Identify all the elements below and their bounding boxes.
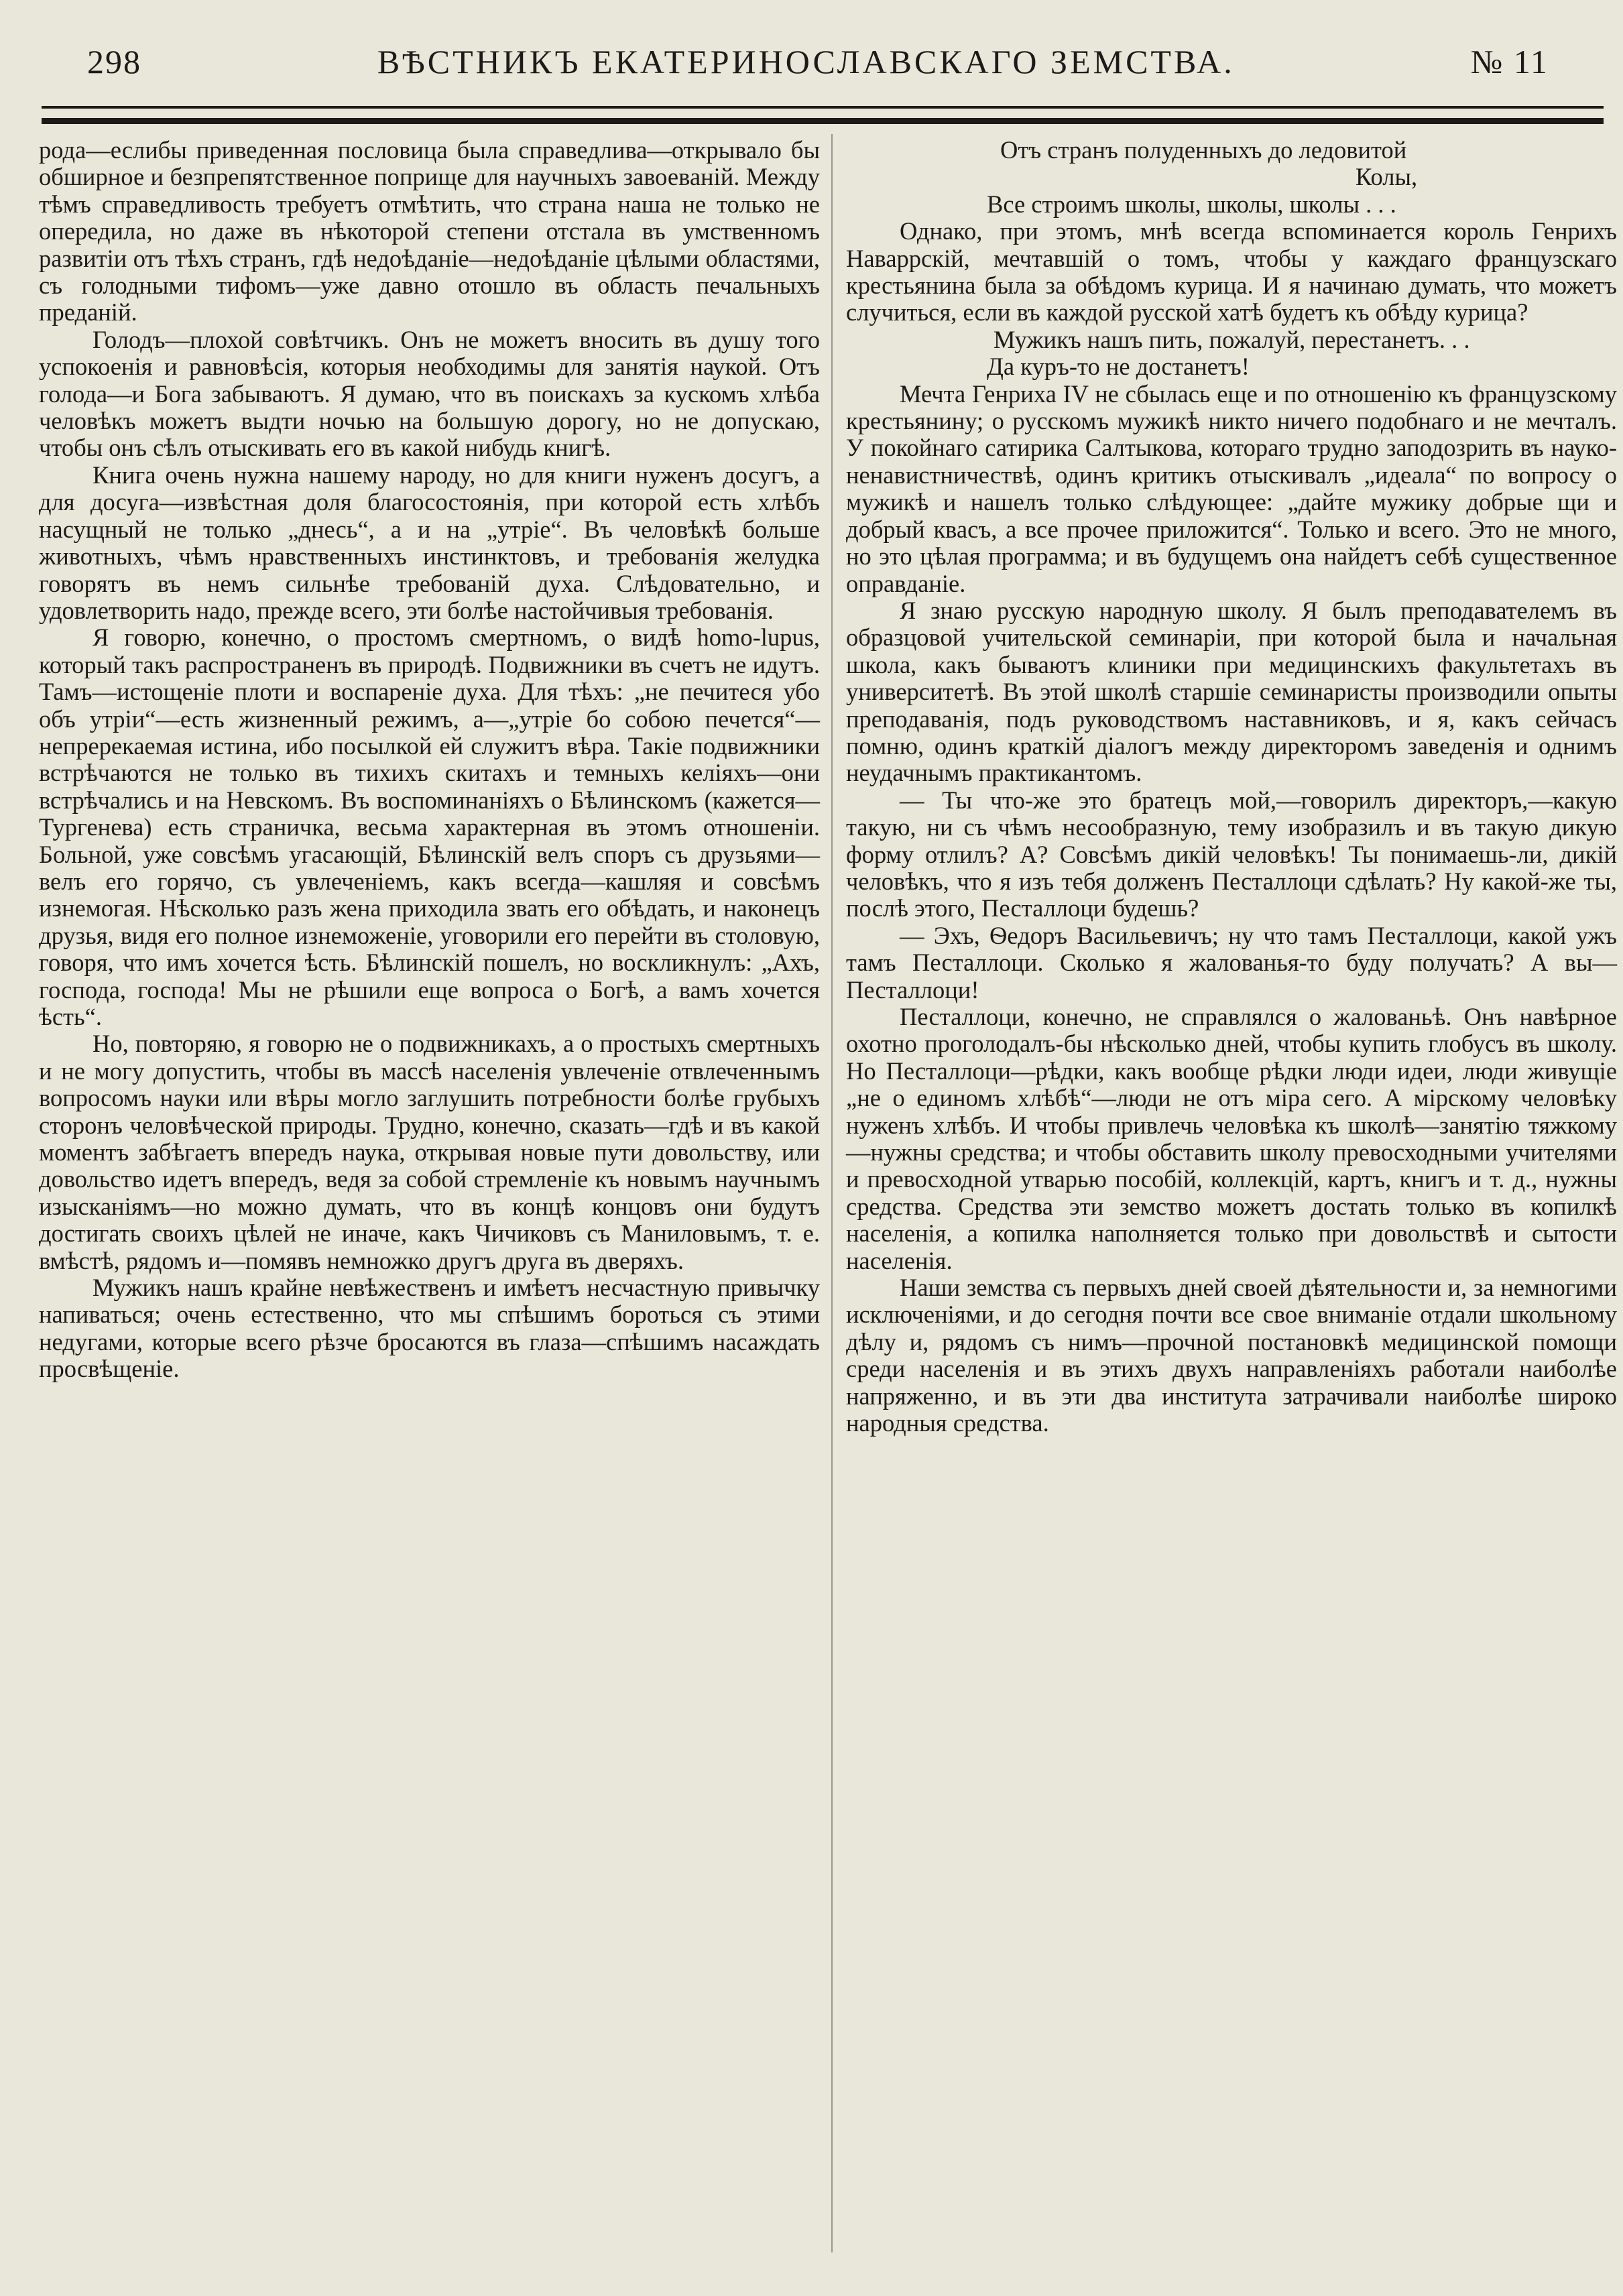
verse-line: Колы, — [1356, 163, 1418, 191]
paragraph: Мечта Генриха IV не сбылась еще и по отношенію къ французскому крестьянину; о русскомъ мужикѣ никто ничего подобнаго и не мечталъ. У покойнаго сатирика Салтыкова, котораго трудно заподозрить въ науко-ненавистничествѣ, одинъ критикъ отыскивалъ „идеала“ по вопросу о мужикѣ и нашелъ только слѣдующее: „дайте мужику добрые щи и добрый квасъ, а все прочее приложится“. Только и всего. Это не много, но это цѣлая программа; и въ будущемъ она найдетъ себѣ существенное оправданіе. — [846, 379, 1617, 597]
paragraph: Голодъ—плохой совѣтчикъ. Онъ не можетъ вносить въ душу того успокоенія и равновѣсія, которыя необходимы для занятія наукой. Отъ голода—и Бога забываютъ. Я думаю, что въ поискахъ за кускомъ хлѣба человѣкъ можетъ выдти ночью на большую дорогу, но не допускаю, чтобы онъ сѣлъ отыскивать его въ какой нибудь книгѣ. — [39, 325, 820, 462]
verse-line: Да куръ-то не достанетъ! — [987, 353, 1250, 381]
paragraph: Но, повторяю, я говорю не о подвижникахъ, а о простыхъ смертныхъ и не могу допустить, чтобы въ массѣ населенія увлеченіе отвлеченнымъ вопросомъ науки или вѣры могло заглушить потребности болѣе грубыхъ сторонъ человѣческой природы. Трудно, конечно, сказать—гдѣ и въ какой моментъ забѣгаетъ впередъ наука, открывая новые пути довольству, или довольство идетъ впередъ, ведя за собой стремленіе къ новымъ научнымъ изысканіямъ—но можно думать, что въ концѣ концовъ они будутъ достигать своихъ цѣлей не иначе, какъ Чичиковъ съ Маниловымъ, т. е. вмѣстѣ, рядомъ и—помявъ немножко другъ друга въ дверяхъ. — [39, 1030, 820, 1274]
page-number: 298 — [87, 43, 141, 80]
paragraph: Песталлоци, конечно, не справлялся о жалованьѣ. Онъ навѣрное охотно проголодалъ-бы нѣсколько дней, чтобы купить глобусъ въ школу. Но Песталлоци—рѣдки, какъ вообще рѣдки люди идеи, люди живущіе „не о единомъ хлѣбѣ“—люди не отъ міра сего. А мірскому человѣку нуженъ хлѣбъ. И чтобы привлечь человѣка къ школѣ—занятію тяжкому—нужны средства; и чтобы обставить школу превосходными учителями и превосходной утварью пособій, коллекцій, картъ, книгъ и т. д., нужны средства. Средства эти земство можетъ достать только въ копилкѣ населенія, а копилка наполняется только при довольствѣ и сытости населенія. — [846, 1003, 1617, 1274]
left-column — [39, 137, 820, 1383]
verse-line: Все строимъ школы, школы, школы . . . — [987, 190, 1396, 218]
header-rule-thin — [42, 106, 1604, 109]
paragraph: Я знаю русскую народную школу. Я былъ преподавателемъ въ образцовой учительской семинаріи, при которой была и начальная школа, какъ бываютъ клиники при медицинскихъ факультетахъ въ университетѣ. Въ этой школѣ старшіе семинаристы производили опыты преподаванія, подъ руководствомъ наставниковъ, и я, какъ сейчасъ помню, одинъ краткій діалогъ между директоромъ заведенія и однимъ неудачнымъ практикантомъ. — [846, 596, 1617, 787]
running-header — [87, 35, 1549, 88]
dialogue-paragraph: — Эхъ, Ѳедоръ Васильевичъ; ну что тамъ Песталлоци, какой ужъ тамъ Песталлоци. Сколько я жалованья-то буду получать? А вы—Песталлоци! — [846, 921, 1617, 1004]
issue-number: № 11 — [1470, 43, 1549, 80]
column-divider — [831, 134, 833, 2252]
dialogue-paragraph: — Ты что-же это братецъ мой,—говорилъ директоръ,—какую такую, ни съ чѣмъ несообразную, тему изобразилъ и въ такую дикую форму отлилъ? А? Совсѣмъ дикій человѣкъ! Ты понимаешь-ли, дикій человѣкъ, что я изъ тебя долженъ Песталлоци сдѣлать? Ну какой-же ты, послѣ этого, Песталлоци будешь? — [846, 786, 1617, 922]
journal-title: ВѢСТНИКЪ ЕКАТЕРИНОСЛАВСКАГО ЗЕМСТВА. — [377, 43, 1235, 80]
paragraph: Мужикъ нашъ крайне невѣжественъ и имѣетъ несчастную привычку напиваться; очень естественно, что мы спѣшимъ бороться съ этими недугами, которые всего рѣзче бросаются въ глаза—спѣшимъ насаждать просвѣщеніе. — [39, 1274, 820, 1383]
paragraph: Наши земства съ первыхъ дней своей дѣятельности и, за немногими исключеніями, и до сегодня почти все свое вниманіе отдали школьному дѣлу и, рядомъ съ нимъ—прочной постановкѣ медицинской помощи среди населенія и въ этихъ двухъ направленіяхъ работали наиболѣе напряженно, и въ эти два института затрачивали наиболѣе широко народныя средства. — [846, 1274, 1617, 1437]
paragraph: Однако, при этомъ, мнѣ всегда вспоминается король Генрихъ Наваррскій, мечтавшій о томъ, чтобы у каждаго французскаго крестьянина была за обѣдомъ курица. И я начинаю думать, что можетъ случиться, если въ каждой русской хатѣ будетъ къ обѣду курица? — [846, 217, 1617, 326]
paragraph: Книга очень нужна нашему народу, но для книги нуженъ досугъ, а для досуга—извѣстная доля благосостоянія, при которой есть хлѣбъ насущный не только „днесь“, а и на „утріе“. Въ человѣкѣ больше животныхъ, чѣмъ нравственныхъ инстинктовъ, и требованія желудка говорятъ въ немъ сильнѣе требованій духа. Слѣдовательно, и удовлетворить надо, прежде всего, эти болѣе настойчивыя требованія. — [39, 461, 820, 624]
right-column — [846, 137, 1617, 1437]
header-rule-thick — [42, 118, 1604, 124]
paragraph: Я говорю, конечно, о простомъ смертномъ, о видѣ homo-lupus, который такъ распространенъ въ природѣ. Подвижники въ счетъ не идутъ. Тамъ—истощеніе плоти и воспареніе духа. Для тѣхъ: „не печитеся убо объ утріи“—есть жизненный режимъ, а—„утріе бо собою печется“—непререкаемая истина, ибо посылкой ей служитъ вѣра. Такіе подвижники встрѣчаются не только въ тихихъ скитахъ и темныхъ келіяхъ—они встрѣчались и на Невскомъ. Въ воспоминаніяхъ о Бѣлинскомъ (кажется—Тургенева) есть страничка, весьма характерная въ этомъ отношеніи. Больной, уже совсѣмъ угасающій, Бѣлинскій велъ споръ съ друзьями—велъ его горячо, съ увлеченіемъ, какъ всегда—кашляя и совсѣмъ изнемогая. Нѣсколько разъ жена приходила звать его обѣдать, и наконецъ друзья, видя его полное изнеможеніе, уговорили его перейти въ столовую, говоря, что имъ хочется ѣсть. Бѣлинскій пошелъ, но воскликнулъ: „Ахъ, господа, господа! Мы не рѣшили еще вопроса о Богѣ, а вамъ хочется ѣсть“. — [39, 623, 820, 1030]
verse-line: Мужикъ нашъ пить, пожалуй, перестанетъ. . . — [994, 325, 1470, 353]
paragraph: рода—еслибы приведенная пословица была справедлива—открывало бы обширное и безпрепятственное поприще для научныхъ завоеваній. Между тѣмъ справедливость требуетъ отмѣтить, что страна наша не только не опередила, но даже въ нѣкоторой степени отстала въ умственномъ развитіи отъ тѣхъ странъ, гдѣ недоѣданіе—недоѣданіе цѣлыми областями, съ голодными тифомъ—уже давно отошло въ область печальныхъ преданій. — [39, 136, 820, 326]
verse-line: Отъ странъ полуденныхъ до ледовитой — [1000, 136, 1407, 164]
